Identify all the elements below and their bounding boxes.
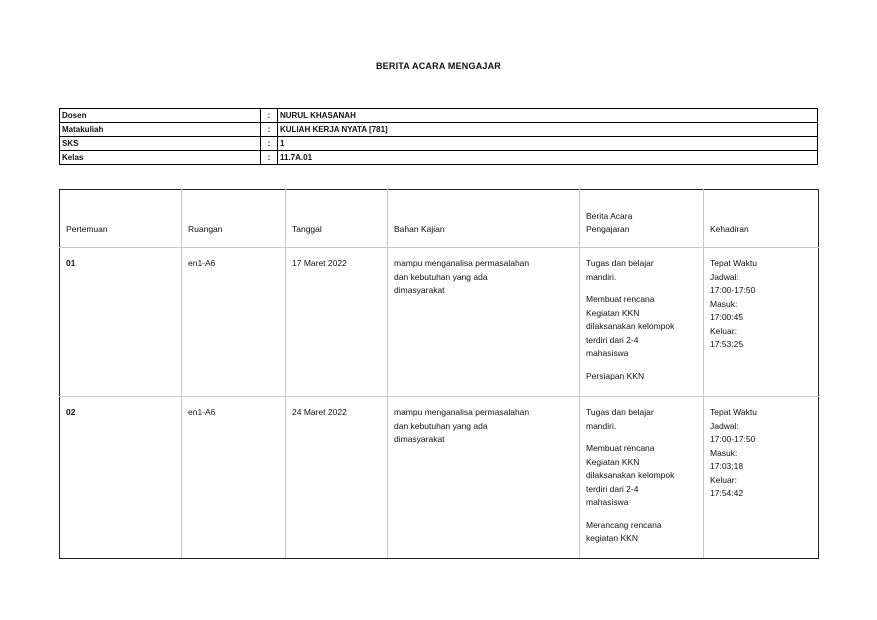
teaching-record-table <box>59 189 819 559</box>
info-value: KULIAH KERJA NYATA [781] <box>278 123 818 137</box>
header-kehadiran: Kehadiran <box>704 190 819 248</box>
kehadiran-line: Jadwal: <box>710 271 739 282</box>
berita-line: kegiatan KKN <box>586 533 638 543</box>
header-bahan-kajian: Bahan Kajian <box>388 190 580 248</box>
berita-line: mahasiswa <box>586 348 629 358</box>
berita-paragraph <box>586 442 697 510</box>
header-pertemuan: Pertemuan <box>60 190 182 248</box>
bahan-line: mampu menganalisa permasalahan <box>394 258 530 268</box>
berita-line: mandiri. <box>586 420 617 431</box>
info-value: 1 <box>278 137 818 151</box>
berita-line: dilaksanakan kelompok <box>586 470 675 480</box>
berita-line: terdiri dari 2-4 <box>586 334 639 345</box>
info-separator: : <box>261 151 278 165</box>
info-row-matakuliah <box>60 123 818 137</box>
berita-line: Merancang rencana <box>586 519 662 530</box>
info-table <box>59 108 818 165</box>
table-header-row <box>60 190 819 248</box>
cell-bahan-kajian <box>388 397 580 559</box>
cell-kehadiran <box>704 248 819 397</box>
berita-line: Kegiatan KKN <box>586 456 640 467</box>
header-ruangan: Ruangan <box>182 190 286 248</box>
cell-pertemuan: 01 <box>60 248 182 397</box>
info-value: 11.7A.01 <box>278 151 818 165</box>
info-row-dosen <box>60 109 818 123</box>
kehadiran-line: Keluar: <box>710 474 737 485</box>
berita-paragraph <box>586 293 697 361</box>
berita-line: Persiapan KKN <box>586 370 645 381</box>
berita-line: Tugas dan belajar <box>586 258 654 268</box>
kehadiran-line: 17:53:25 <box>710 339 744 349</box>
kehadiran-line: 17:00-17:50 <box>710 285 756 295</box>
berita-line: Tugas dan belajar <box>586 407 654 417</box>
info-label: Kelas <box>60 151 261 165</box>
berita-line: mahasiswa <box>586 497 629 507</box>
bahan-line: dimasyarakat <box>394 434 445 444</box>
kehadiran-line: Keluar: <box>710 325 737 336</box>
bahan-line: dimasyarakat <box>394 285 445 295</box>
kehadiran-line: Masuk: <box>710 298 738 309</box>
table-row <box>60 397 819 559</box>
header-berita-line-1: Berita Acara <box>586 211 633 221</box>
cell-kehadiran <box>704 397 819 559</box>
info-value: NURUL KHASANAH <box>278 109 818 123</box>
header-berita-acara <box>580 190 704 248</box>
berita-paragraph <box>586 406 697 433</box>
kehadiran-line: 17:00:45 <box>710 312 744 322</box>
berita-line: Kegiatan KKN <box>586 307 640 318</box>
berita-line: Membuat rencana <box>586 443 655 453</box>
kehadiran-line: 17:00-17:50 <box>710 434 756 444</box>
berita-line: dilaksanakan kelompok <box>586 321 675 331</box>
cell-berita-acara <box>580 397 704 559</box>
berita-line: terdiri dari 2-4 <box>586 483 639 494</box>
cell-berita-acara <box>580 248 704 397</box>
cell-bahan-kajian <box>388 248 580 397</box>
berita-line: Membuat rencana <box>586 294 655 304</box>
info-separator: : <box>261 123 278 137</box>
header-berita-line-2: Pengajaran <box>586 224 630 234</box>
cell-ruangan: en1-A6 <box>182 397 286 559</box>
kehadiran-line: Masuk: <box>710 447 738 458</box>
berita-paragraph <box>586 370 697 384</box>
cell-ruangan: en1-A6 <box>182 248 286 397</box>
info-separator: : <box>261 137 278 151</box>
info-label: Dosen <box>60 109 261 123</box>
berita-paragraph <box>586 519 697 546</box>
table-row <box>60 248 819 397</box>
berita-paragraph <box>586 257 697 284</box>
header-tanggal: Tanggal <box>286 190 388 248</box>
info-row-sks <box>60 137 818 151</box>
berita-line: mandiri. <box>586 271 617 282</box>
bahan-line: dan kebutuhan yang ada <box>394 420 488 431</box>
kehadiran-line: 17:03:18 <box>710 461 744 471</box>
cell-pertemuan: 02 <box>60 397 182 559</box>
info-label: Matakuliah <box>60 123 261 137</box>
cell-tanggal: 17 Maret 2022 <box>286 248 388 397</box>
bahan-line: dan kebutuhan yang ada <box>394 271 488 282</box>
info-separator: : <box>261 109 278 123</box>
kehadiran-line: Tepat Waktu <box>710 407 757 417</box>
info-label: SKS <box>60 137 261 151</box>
kehadiran-line: Tepat Waktu <box>710 258 757 268</box>
kehadiran-line: Jadwal: <box>710 420 739 431</box>
cell-tanggal: 24 Maret 2022 <box>286 397 388 559</box>
bahan-line: mampu menganalisa permasalahan <box>394 407 530 417</box>
kehadiran-line: 17:54:42 <box>710 488 744 498</box>
document-title: BERITA ACARA MENGAJAR <box>375 61 502 71</box>
info-row-kelas <box>60 151 818 165</box>
